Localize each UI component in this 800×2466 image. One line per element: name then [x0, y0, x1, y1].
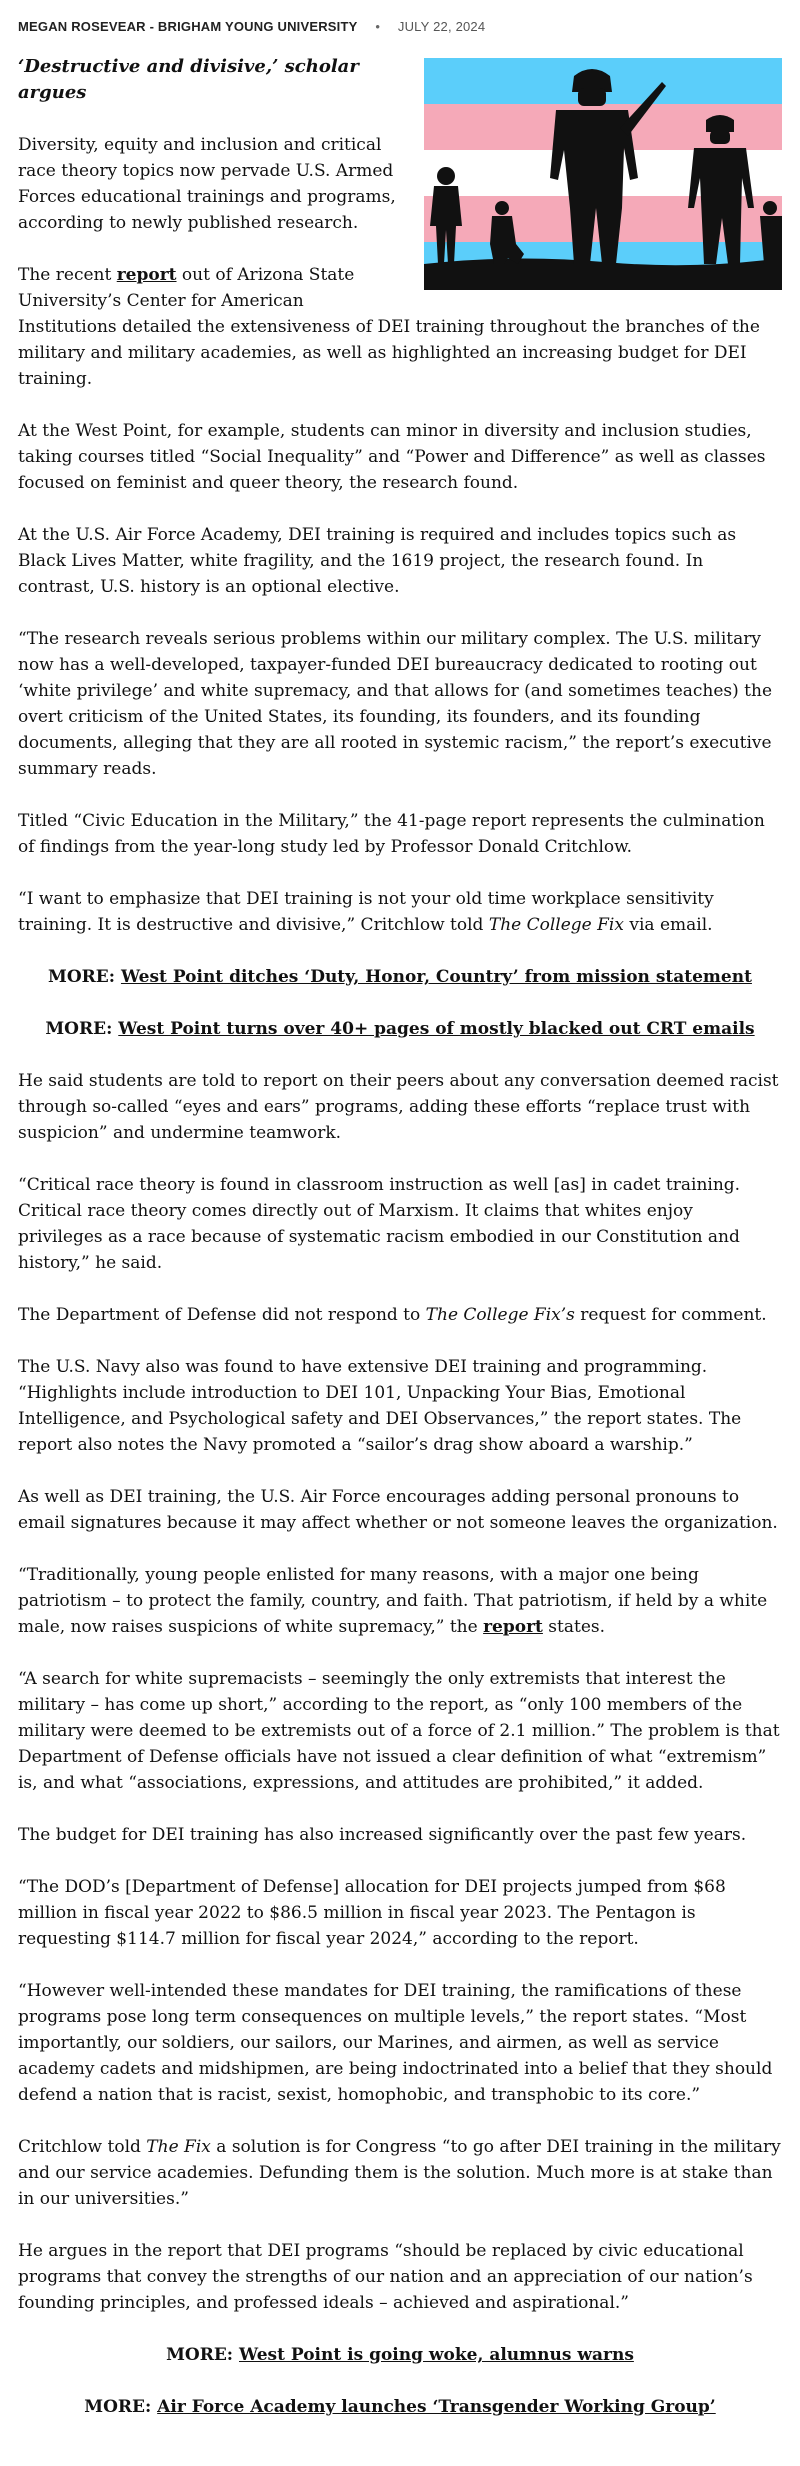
paragraph-5: “The research reveals serious problems within our military complex. The U.S. military now has a well-developed, taxpayer-funded DEI bureaucracy dedicated to rooting out ‘white privilege’ and white supremacy, and that allows for (and sometimes teaches) the overt criticism of the United States, its founding, its founders, and its founding documents, alleging that they are all rooted in systemic racism,” the report’s executive summary reads. — [18, 629, 773, 779]
related-article-link[interactable]: Air Force Academy launches ‘Transgender Working Group’ — [157, 2397, 716, 2417]
more-link-2: MORE: West Point turns over 40+ pages of mostly blacked out CRT emails — [45, 1019, 755, 1039]
hero-image — [424, 58, 782, 290]
related-article-link[interactable]: West Point ditches ‘Duty, Honor, Country’ from mission statement — [120, 967, 752, 987]
publish-date: JULY 22, 2024 — [397, 19, 486, 34]
paragraph-1: Diversity, equity and inclusion and critical race theory topics now pervade U.S. Armed Forces educational trainings and programs, according to newly published research. — [18, 135, 396, 233]
publication-name: The Fix — [146, 2137, 211, 2157]
paragraph-17: “However well-intended these mandates for DEI training, the ramifications of these programs pose long term consequences on multiple levels,” the report states. “Most importantly, our soldiers, our sailors, our Marines, and airmen, as well as service academy cadets and midshipmen, are being indoctrinated into a belief that they should defend a nation that is racist, sexist, homophobic, and transphobic to its core.” — [18, 1981, 773, 2105]
paragraph-10: The Department of Defense did not respond to The College Fix’s request for comment. — [18, 1305, 767, 1325]
paragraph-18: Critchlow told The Fix a solution is for Congress “to go after DEI training in the military and our service academies. Defunding them is the solution. Much more is at stake than in our universities.” — [18, 2137, 781, 2209]
paragraph-14: “A search for white supremacists – seemingly the only extremists that interest the military – has come up short,” according to the report, as “only 100 members of the military were deemed to be extremists out of a force of 2.1 million.” The problem is that Department of Defense officials have not issued a clear definition of what “extremism” is, and what “associations, expressions, and attitudes are prohibited,” it added. — [18, 1669, 780, 1793]
paragraph-2: The recent report out of Arizona State University’s Center for American Institutions detailed the extensiveness of DEI training throughout the branches of the military and military academies, as well as highlighted an increasing budget for DEI training. — [18, 265, 760, 389]
soldiers-silhouette-flag-image — [424, 58, 782, 290]
publication-name: The College Fix’s — [425, 1305, 575, 1325]
article-subhead: ‘Destructive and divisive,’ scholar argues — [18, 56, 359, 103]
more-link-3: MORE: West Point is going woke, alumnus warns — [166, 2345, 634, 2365]
related-article-link[interactable]: West Point turns over 40+ pages of mostly blacked out CRT emails — [118, 1019, 755, 1039]
report-link[interactable]: report — [116, 265, 177, 285]
report-link[interactable]: report — [483, 1617, 543, 1637]
more-link-4: MORE: Air Force Academy launches ‘Transgender Working Group’ — [84, 2397, 716, 2417]
paragraph-8: He said students are told to report on their peers about any conversation deemed racist through so-called “eyes and ears” programs, adding these efforts “replace trust with suspicion” and undermine teamwork. — [18, 1071, 779, 1143]
related-article-link[interactable]: West Point is going woke, alumnus warns — [239, 2345, 634, 2365]
paragraph-3: At the West Point, for example, students can minor in diversity and inclusion studies, taking courses titled “Social Inequality” and “Power and Difference” as well as classes focused on feminist and queer theory, the research found. — [18, 421, 766, 493]
paragraph-4: At the U.S. Air Force Academy, DEI training is required and includes topics such as Black Lives Matter, white fragility, and the 1619 project, the research found. In contrast, U.S. history is an optional elective. — [18, 525, 737, 597]
paragraph-15: The budget for DEI training has also increased significantly over the past few years. — [18, 1825, 747, 1845]
paragraph-16: “The DOD’s [Department of Defense] allocation for DEI projects jumped from $68 million in fiscal year 2022 to $86.5 million in fiscal year 2023. The Pentagon is requesting $114.7 million for fiscal year 2024,” according to the report. — [18, 1877, 726, 1949]
paragraph-12: As well as DEI training, the U.S. Air Force encourages adding personal pronouns to email signatures because it may affect whether or not someone leaves the organization. — [18, 1487, 778, 1533]
paragraph-7: “I want to emphasize that DEI training is not your old time workplace sensitivity training. It is destructive and divisive,” Critchlow told The College Fix via email. — [18, 889, 714, 935]
publication-name: The College Fix — [488, 915, 624, 935]
paragraph-19: He argues in the report that DEI programs “should be replaced by civic educational programs that convey the strengths of our nation and an appreciation of our nation’s founding principles, and professed ideals – achieved and aspirational.” — [18, 2241, 753, 2313]
more-link-1: MORE: West Point ditches ‘Duty, Honor, Country’ from mission statement — [48, 967, 752, 987]
byline — [18, 14, 782, 40]
byline-separator: • — [375, 19, 381, 34]
paragraph-9: “Critical race theory is found in classroom instruction as well [as] in cadet training. Critical race theory comes directly out of Marxism. It claims that whites enjoy privileges as a race because of systematic racism embodied in our Constitution and history,” he said. — [18, 1175, 741, 1273]
paragraph-11: The U.S. Navy also was found to have extensive DEI training and programming. “Highlights include introduction to DEI 101, Unpacking Your Bias, Emotional Intelligence, and Psychological safety and DEI Observances,” the report states. The report also notes the Navy promoted a “sailor’s drag show aboard a warship.” — [18, 1357, 742, 1455]
author-name[interactable]: MEGAN ROSEVEAR - BRIGHAM YOUNG UNIVERSITY — [18, 19, 358, 34]
paragraph-13: “Traditionally, young people enlisted for many reasons, with a major one being patriotism – to protect the family, country, and faith. That patriotism, if held by a white male, now raises suspicions of white supremacy,” the report states. — [18, 1565, 768, 1637]
paragraph-6: Titled “Civic Education in the Military,” the 41-page report represents the culmination of findings from the year-long study led by Professor Donald Critchlow. — [18, 811, 765, 857]
article-body — [18, 54, 782, 2420]
